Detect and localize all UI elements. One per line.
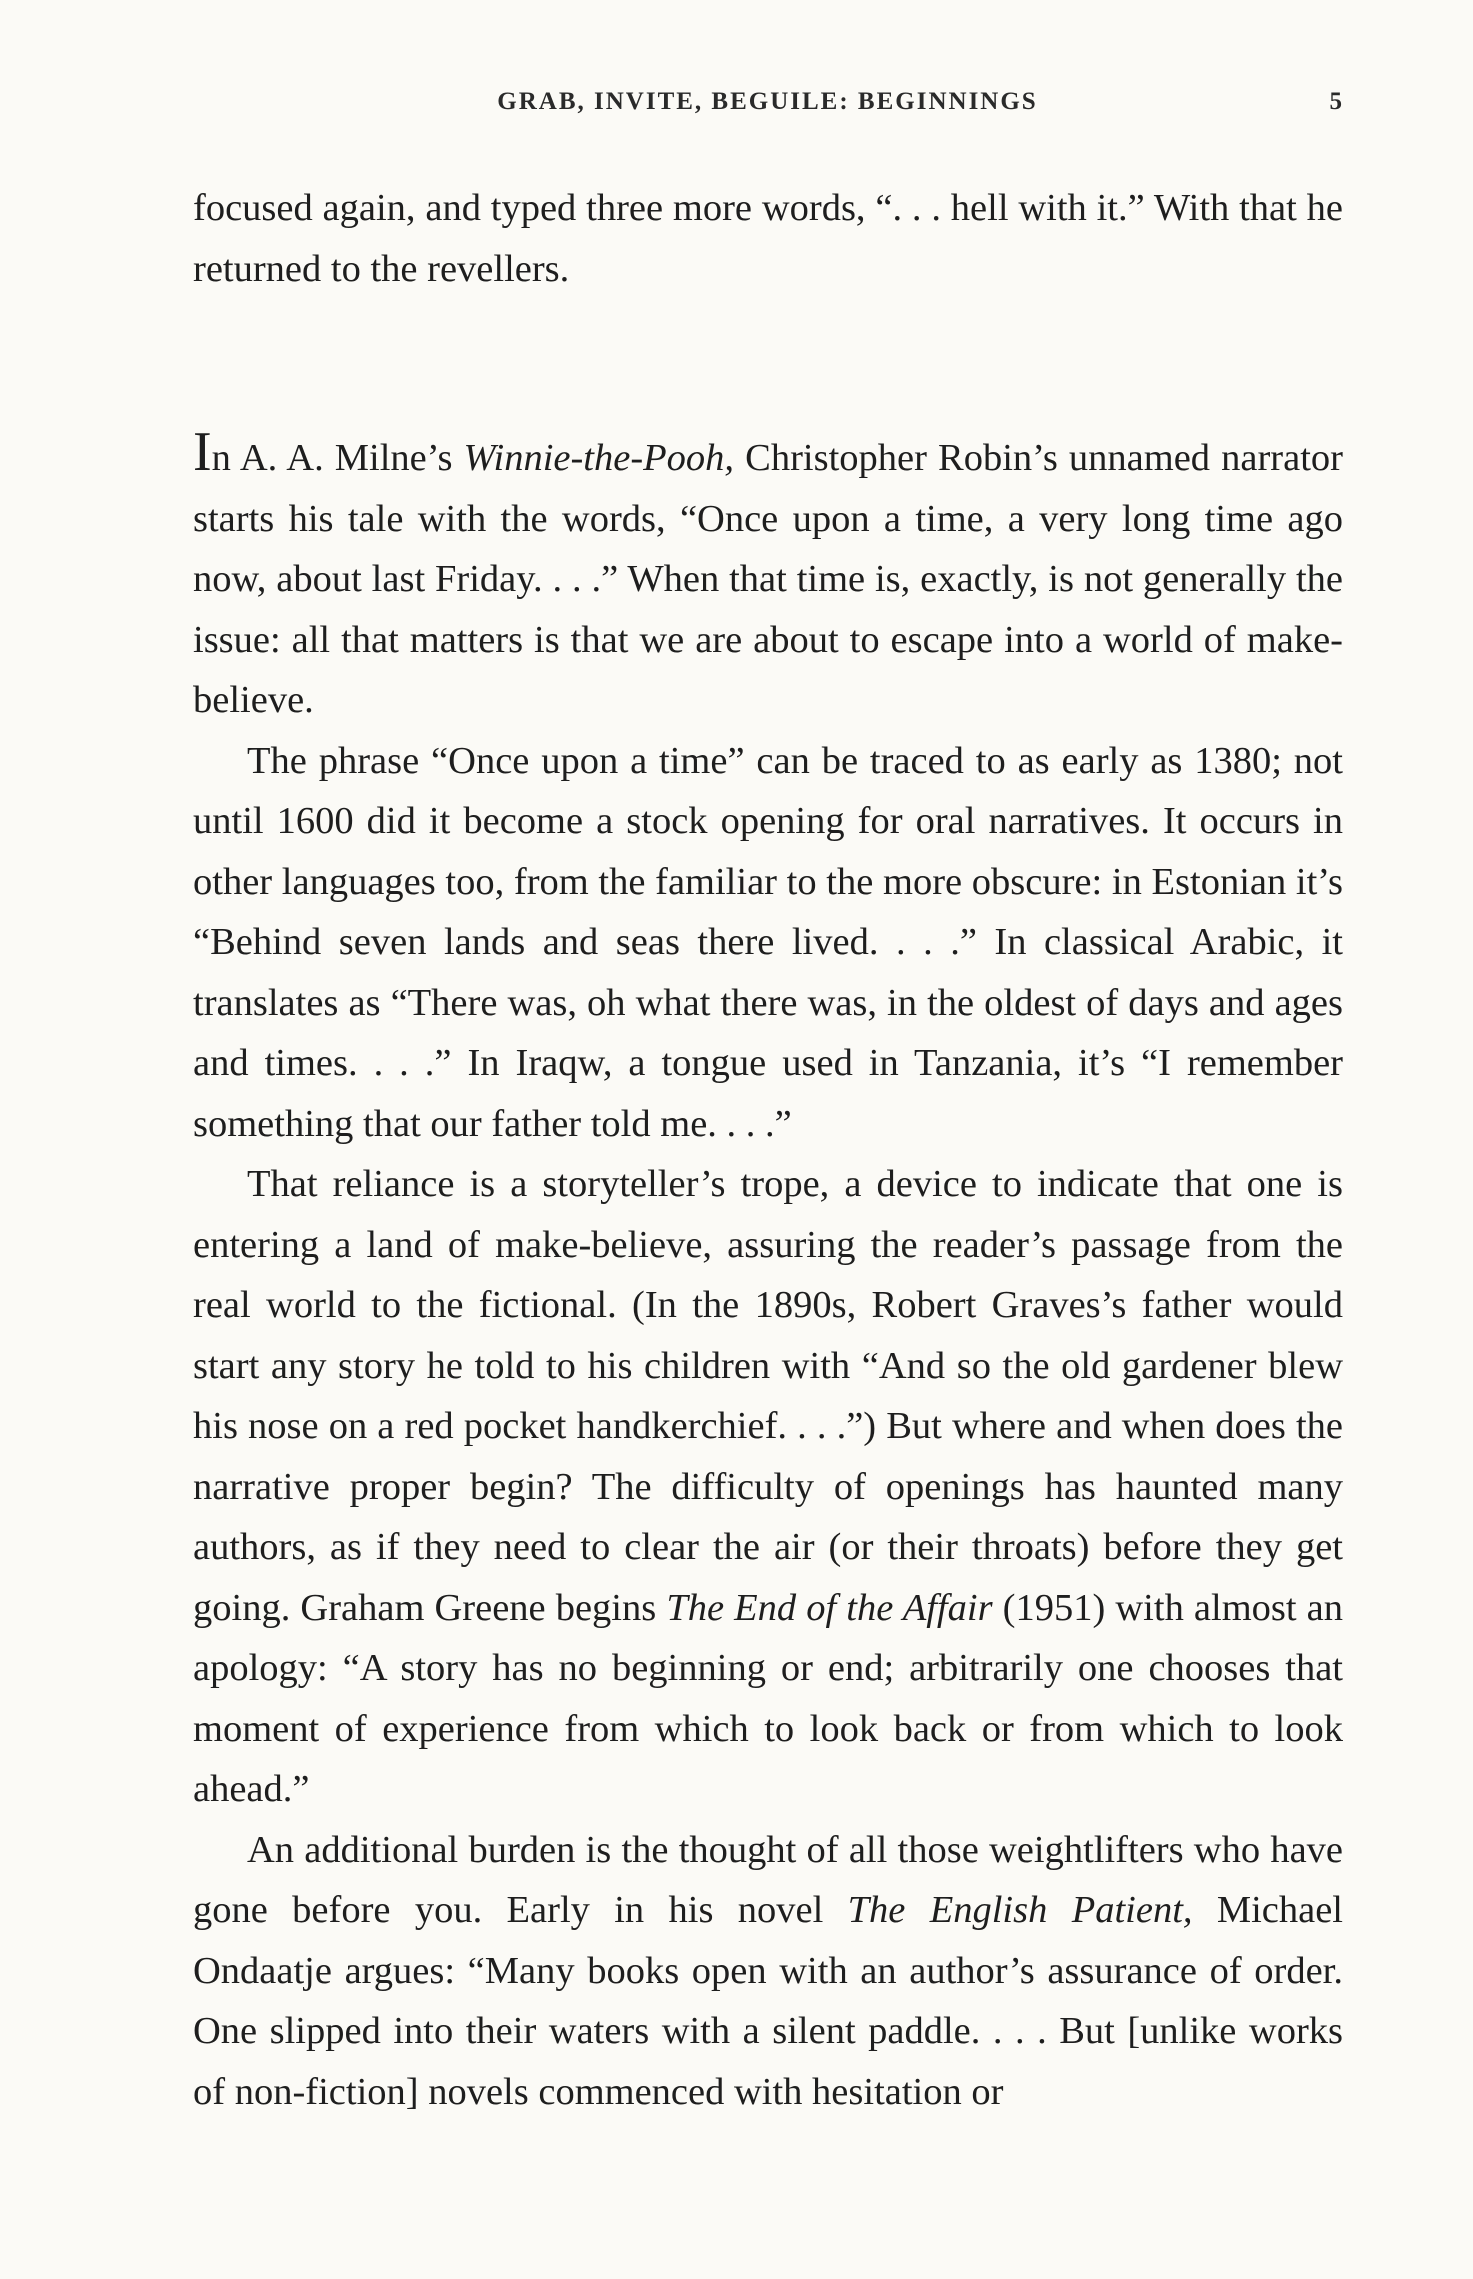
paragraph-continued	[193, 178, 1343, 299]
running-head	[193, 88, 1342, 128]
book-title-italic: The English Patient,	[847, 1889, 1193, 1931]
paragraph-text: Michael Ondaatje argues: “Many books open with an author’s assurance of order. One slipped into their waters with a silent paddle. . . . But [unlike works of non-fiction] novels commenced with hesitation or	[193, 1889, 1344, 2113]
paragraph-text: (1951) with almost an apology: “A story has no beginning or end; arbitrarily one chooses that moment of experience from which to look back or from which to look ahead.”	[193, 1586, 1343, 1810]
paragraph	[193, 1820, 1343, 2123]
paragraph-text: That reliance is a storyteller’s trope, a device to indicate that one is entering a land of make-believe, assuring the reader’s passage from the real world to the fictional. (In the 1890s, Robert Graves’s father would start any story he told to his children with “And so the old gardener blew his nose on a red pocket handkerchief. . . .”) But where and when does the narrative proper begin? The difficulty of openings has haunted many authors, as if they need to clear the air (or their throats) before they get going. Graham Greene begins	[193, 1163, 1343, 1629]
paragraph-text: focused again, and typed three more words, “. . . hell with it.” With that he returned to the revellers.	[193, 187, 1343, 290]
running-title: GRAB, INVITE, BEGUILE: BEGINNINGS	[497, 88, 1038, 115]
paragraph-opening	[193, 421, 1343, 731]
section-start-block	[193, 421, 1344, 2122]
paragraph	[193, 1154, 1343, 1820]
book-title-italic: Winnie-the-Pooh,	[463, 437, 735, 479]
paragraph-text: n A. A. Milne’s	[211, 437, 464, 479]
paragraph-text: Christopher Robin’s unnamed narrator starts his tale with the words, “Once upon a time, a very long time ago now, about last Friday. . . .” When that time is, exactly, is not generally the issue: all that matters is that we are about to escape into a world of make-believe.	[193, 437, 1343, 721]
drop-cap-initial: I	[193, 421, 212, 483]
section-end-block	[193, 178, 1343, 299]
paragraph-text: An additional burden is the thought of all those weightlifters who have gone before you. Early in his novel	[193, 1828, 1343, 1931]
paragraph-text: The phrase “Once upon a time” can be traced to as early as 1380; not until 1600 did it become a stock opening for oral narratives. It occurs in other languages too, from the familiar to the more obscure: in Estonian it’s “Behind seven lands and seas there lived. . . .” In classical Arabic, it translates as “There was, oh what there was, in the oldest of days and ages and times. . . .” In Iraqw, a tongue used in Tanzania, it’s “I remember something that our father told me. . . .”	[193, 739, 1343, 1145]
page-number: 5	[1329, 88, 1342, 115]
book-title-italic: The End of the Affair	[666, 1586, 993, 1629]
paragraph	[193, 731, 1343, 1155]
